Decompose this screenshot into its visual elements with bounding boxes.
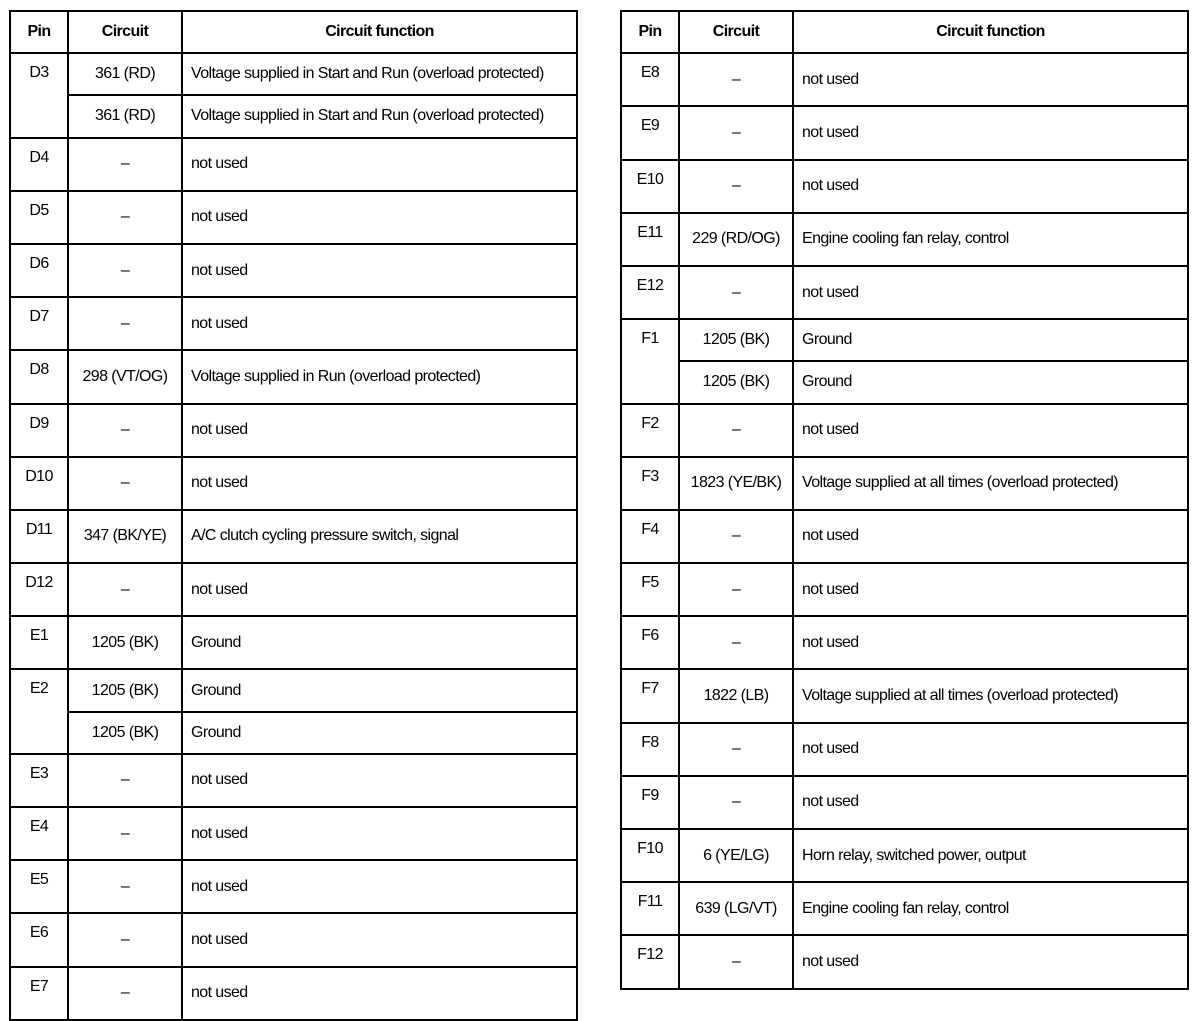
circuit-cell: – <box>68 807 182 860</box>
function-cell: Horn relay, switched power, output <box>793 829 1188 882</box>
circuit-cell: 1205 (BK) <box>68 712 182 754</box>
table-row <box>621 669 1188 722</box>
table-row <box>621 616 1188 669</box>
table-row <box>621 53 1188 106</box>
pin-cell: F10 <box>621 829 679 882</box>
circuit-cell: 1205 (BK) <box>679 361 793 403</box>
function-cell: Engine cooling fan relay, control <box>793 882 1188 935</box>
circuit-cell: 639 (LG/VT) <box>679 882 793 935</box>
circuit-cell: – <box>679 723 793 776</box>
function-cell: not used <box>793 563 1188 616</box>
table-row <box>10 350 577 403</box>
table-row <box>621 776 1188 829</box>
table-row <box>621 510 1188 563</box>
function-cell: Voltage supplied in Start and Run (overload protected) <box>182 53 577 95</box>
function-header: Circuit function <box>793 11 1188 53</box>
pin-cell: D4 <box>10 138 68 191</box>
function-cell: not used <box>182 967 577 1020</box>
function-cell: not used <box>182 244 577 297</box>
circuit-cell: – <box>679 510 793 563</box>
pin-header: Pin <box>621 11 679 53</box>
function-cell: not used <box>793 510 1188 563</box>
pin-cell: E10 <box>621 160 679 213</box>
pin-cell: E11 <box>621 213 679 266</box>
function-cell: not used <box>793 404 1188 457</box>
circuit-cell: – <box>68 563 182 616</box>
circuit-cell: – <box>679 935 793 988</box>
circuit-cell: 6 (YE/LG) <box>679 829 793 882</box>
function-cell: not used <box>182 754 577 807</box>
circuit-cell: 1205 (BK) <box>679 319 793 361</box>
pin-cell: F8 <box>621 723 679 776</box>
table-row <box>621 563 1188 616</box>
circuit-cell: 347 (BK/YE) <box>68 510 182 563</box>
function-cell: not used <box>182 860 577 913</box>
pin-cell: D7 <box>10 297 68 350</box>
pin-cell: F11 <box>621 882 679 935</box>
table-row <box>621 213 1188 266</box>
circuit-cell: – <box>68 138 182 191</box>
table-row <box>10 95 577 137</box>
pin-header: Pin <box>10 11 68 53</box>
function-cell: Voltage supplied in Start and Run (overload protected) <box>182 95 577 137</box>
pin-cell: E12 <box>621 266 679 319</box>
table-row <box>10 404 577 457</box>
table-row <box>10 712 577 754</box>
function-cell: not used <box>793 935 1188 988</box>
table-row <box>10 669 577 711</box>
function-cell: Voltage supplied at all times (overload protected) <box>793 669 1188 722</box>
pin-table-left <box>9 10 578 1021</box>
circuit-cell: 1823 (YE/BK) <box>679 457 793 510</box>
function-cell: not used <box>182 297 577 350</box>
pin-table-right <box>620 10 1189 990</box>
pin-cell: F3 <box>621 457 679 510</box>
table-row <box>10 563 577 616</box>
function-cell: not used <box>793 723 1188 776</box>
table-row <box>621 882 1188 935</box>
pin-cell: E4 <box>10 807 68 860</box>
function-cell: Ground <box>793 361 1188 403</box>
table-row <box>621 319 1188 361</box>
table-row <box>621 160 1188 213</box>
table-row <box>10 967 577 1020</box>
table-row <box>621 457 1188 510</box>
pin-cell: E7 <box>10 967 68 1020</box>
circuit-cell: – <box>68 967 182 1020</box>
circuit-cell: – <box>68 244 182 297</box>
pin-cell: F2 <box>621 404 679 457</box>
function-cell: Voltage supplied at all times (overload protected) <box>793 457 1188 510</box>
table-row <box>621 723 1188 776</box>
circuit-cell: – <box>68 860 182 913</box>
function-header: Circuit function <box>182 11 577 53</box>
table-row <box>10 191 577 244</box>
pin-cell: F1 <box>621 319 679 403</box>
circuit-cell: – <box>679 266 793 319</box>
circuit-cell: – <box>68 191 182 244</box>
circuit-cell: 229 (RD/OG) <box>679 213 793 266</box>
table-row <box>10 510 577 563</box>
table-row <box>621 361 1188 403</box>
circuit-cell: 1205 (BK) <box>68 669 182 711</box>
function-cell: Ground <box>793 319 1188 361</box>
circuit-cell: 361 (RD) <box>68 95 182 137</box>
table-row <box>10 616 577 669</box>
table-row <box>621 404 1188 457</box>
circuit-cell: – <box>679 404 793 457</box>
left-table-body <box>10 53 577 1020</box>
circuit-cell: – <box>679 563 793 616</box>
pin-cell: E1 <box>10 616 68 669</box>
pin-cell: D9 <box>10 404 68 457</box>
circuit-cell: – <box>68 457 182 510</box>
function-cell: not used <box>793 53 1188 106</box>
pin-cell: E3 <box>10 754 68 807</box>
circuit-cell: 361 (RD) <box>68 53 182 95</box>
table-row <box>10 913 577 966</box>
function-cell: not used <box>793 776 1188 829</box>
table-row <box>621 829 1188 882</box>
circuit-cell: – <box>679 616 793 669</box>
function-cell: Voltage supplied in Run (overload protected) <box>182 350 577 403</box>
circuit-cell: 298 (VT/OG) <box>68 350 182 403</box>
circuit-header: Circuit <box>679 11 793 53</box>
function-cell: not used <box>793 266 1188 319</box>
function-cell: not used <box>182 913 577 966</box>
table-row <box>621 106 1188 159</box>
circuit-header: Circuit <box>68 11 182 53</box>
table-row <box>10 53 577 95</box>
pin-cell: D11 <box>10 510 68 563</box>
pin-cell: D10 <box>10 457 68 510</box>
circuit-cell: – <box>679 160 793 213</box>
circuit-cell: 1205 (BK) <box>68 616 182 669</box>
function-cell: not used <box>182 807 577 860</box>
pin-cell: E9 <box>621 106 679 159</box>
circuit-cell: – <box>68 404 182 457</box>
pin-cell: D12 <box>10 563 68 616</box>
table-row <box>621 266 1188 319</box>
pin-cell: F6 <box>621 616 679 669</box>
table-row <box>10 297 577 350</box>
pin-cell: E8 <box>621 53 679 106</box>
function-cell: Engine cooling fan relay, control <box>793 213 1188 266</box>
pin-cell: D3 <box>10 53 68 137</box>
table-row <box>621 935 1188 988</box>
circuit-cell: – <box>679 53 793 106</box>
right-table-body <box>621 53 1188 988</box>
pin-cell: E6 <box>10 913 68 966</box>
header-row <box>621 11 1188 53</box>
circuit-cell: – <box>679 106 793 159</box>
function-cell: not used <box>182 138 577 191</box>
function-cell: not used <box>793 106 1188 159</box>
table-row <box>10 807 577 860</box>
pin-cell: F12 <box>621 935 679 988</box>
table-row <box>10 244 577 297</box>
pin-cell: F7 <box>621 669 679 722</box>
function-cell: Ground <box>182 669 577 711</box>
pin-cell: D8 <box>10 350 68 403</box>
pin-cell: F5 <box>621 563 679 616</box>
circuit-cell: – <box>68 297 182 350</box>
table-row <box>10 860 577 913</box>
circuit-cell: – <box>68 754 182 807</box>
table-row <box>10 457 577 510</box>
pin-cell: E5 <box>10 860 68 913</box>
circuit-cell: – <box>68 913 182 966</box>
pin-cell: D6 <box>10 244 68 297</box>
pin-cell: D5 <box>10 191 68 244</box>
circuit-cell: 1822 (LB) <box>679 669 793 722</box>
function-cell: not used <box>182 563 577 616</box>
function-cell: not used <box>793 616 1188 669</box>
circuit-cell: – <box>679 776 793 829</box>
function-cell: Ground <box>182 616 577 669</box>
function-cell: not used <box>793 160 1188 213</box>
pin-cell: F9 <box>621 776 679 829</box>
function-cell: not used <box>182 191 577 244</box>
header-row <box>10 11 577 53</box>
pin-cell: E2 <box>10 669 68 753</box>
function-cell: A/C clutch cycling pressure switch, signal <box>182 510 577 563</box>
table-row <box>10 754 577 807</box>
function-cell: not used <box>182 404 577 457</box>
pin-cell: F4 <box>621 510 679 563</box>
function-cell: Ground <box>182 712 577 754</box>
table-row <box>10 138 577 191</box>
function-cell: not used <box>182 457 577 510</box>
